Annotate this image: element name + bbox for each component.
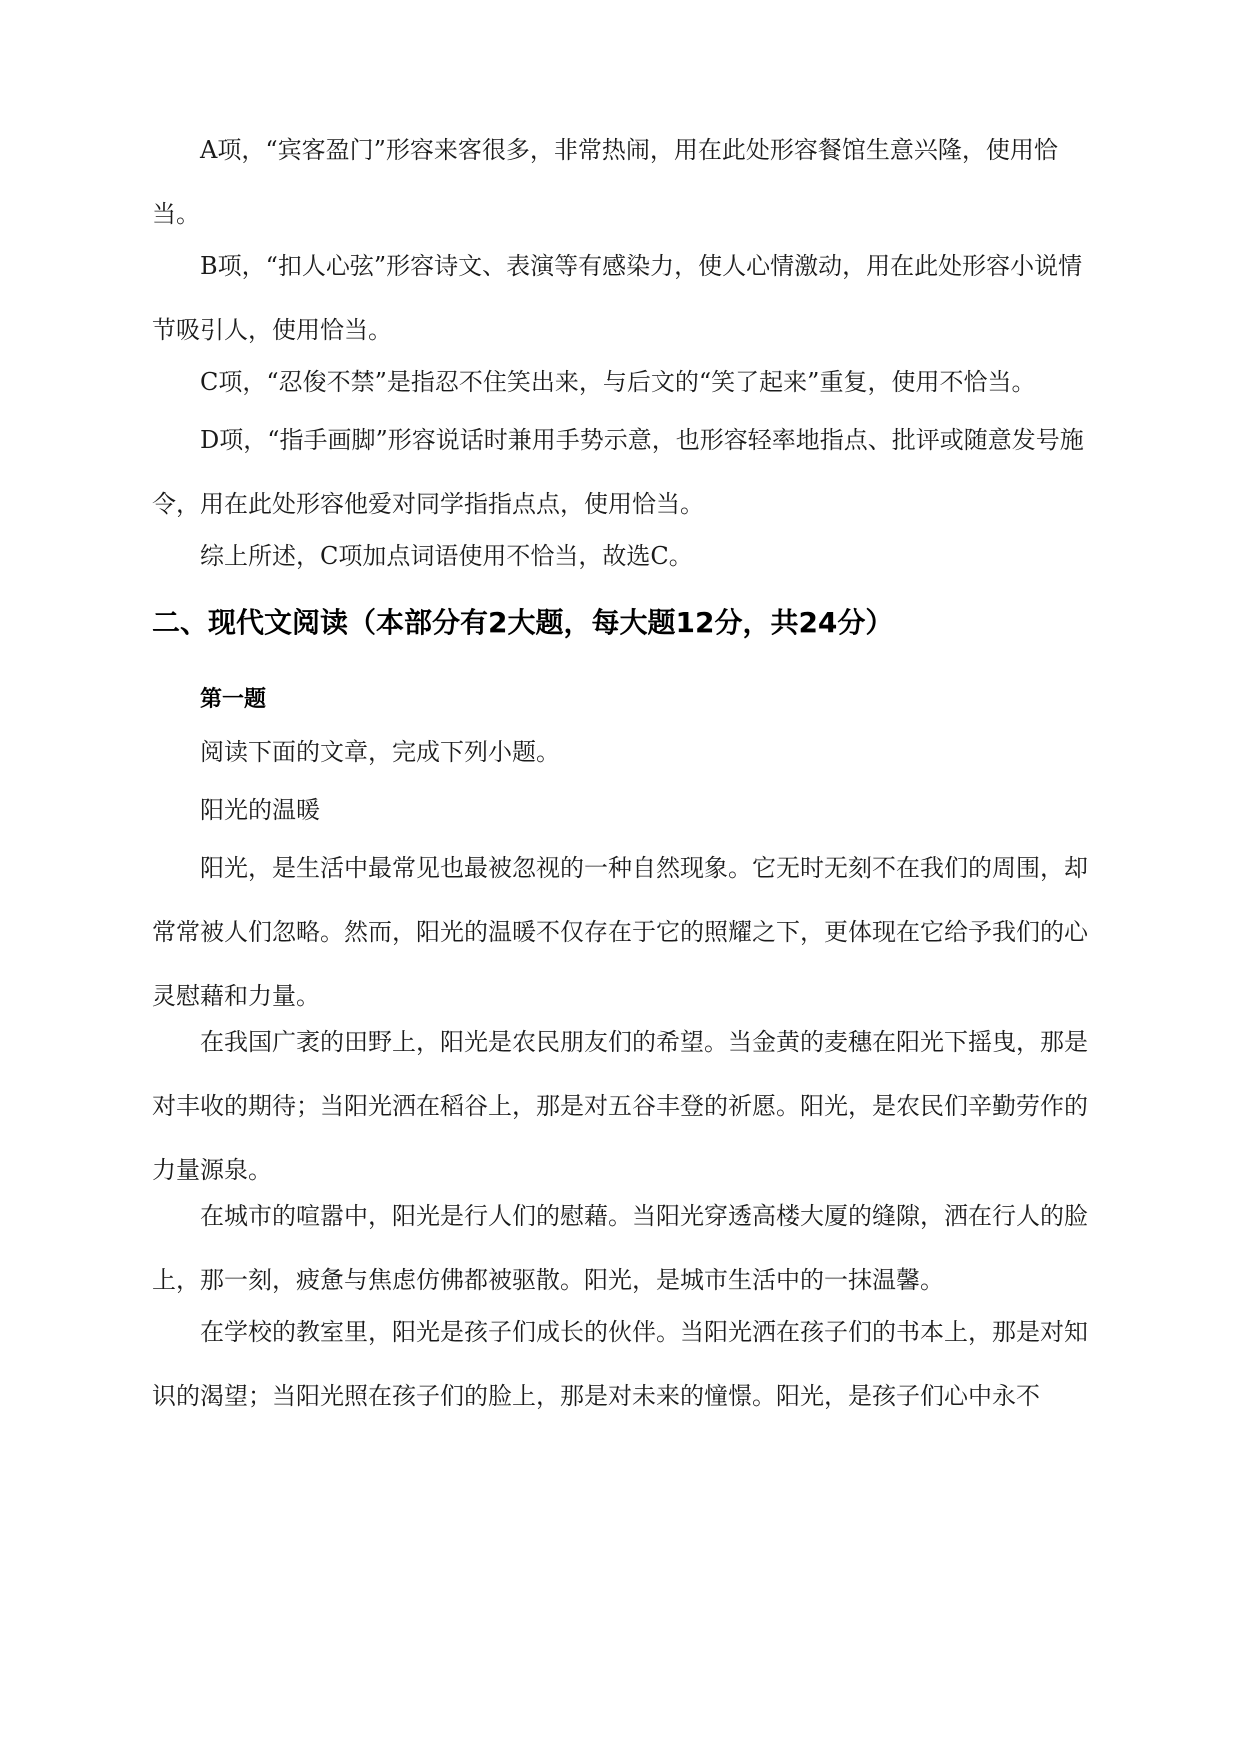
question-instruction: 阅读下面的文章，完成下列小题。 bbox=[200, 738, 560, 766]
analysis-conclusion: 综上所述，C项加点词语使用不恰当，故选C。 bbox=[200, 542, 693, 570]
article-paragraph-3: 在城市的喧嚣中，阳光是行人们的慰藉。当阳光穿透高楼大厦的缝隙，洒在行人的脸上，那一刻，疲惫与焦虑仿佛都被驱散。阳光，是城市生活中的一抹温馨。 bbox=[152, 1202, 1088, 1294]
article-paragraph-1: 阳光，是生活中最常见也最被忽视的一种自然现象。它无时无刻不在我们的周围，却常常被人们忽略。然而，阳光的温暖不仅存在于它的照耀之下，更体现在它给予我们的心灵慰藉和力量。 bbox=[152, 854, 1088, 1010]
article-paragraph-2: 在我国广袤的田野上，阳光是农民朋友们的希望。当金黄的麦穗在阳光下摇曳，那是对丰收的期待；当阳光洒在稻谷上，那是对五谷丰登的祈愿。阳光，是农民们辛勤劳作的力量源泉。 bbox=[152, 1028, 1088, 1184]
analysis-option-d: D项，“指手画脚”形容说话时兼用手势示意，也形容轻率地指点、批评或随意发号施令，用在此处形容他爱对同学指指点点，使用恰当。 bbox=[152, 426, 1084, 518]
section-title: 二、现代文阅读（本部分有2大题，每大题12分，共24分） bbox=[152, 606, 894, 639]
article-title: 阳光的温暖 bbox=[200, 796, 320, 824]
analysis-option-b: B项，“扣人心弦”形容诗文、表演等有感染力，使人心情激动，用在此处形容小说情节吸引人，使用恰当。 bbox=[152, 252, 1083, 344]
article-paragraph-4: 在学校的教室里，阳光是孩子们成长的伙伴。当阳光洒在孩子们的书本上，那是对知识的渴望；当阳光照在孩子们的脸上，那是对未来的憧憬。阳光，是孩子们心中永不 bbox=[152, 1318, 1088, 1410]
analysis-option-a: A项，“宾客盈门”形容来客很多，非常热闹，用在此处形容餐馆生意兴隆，使用恰当。 bbox=[152, 136, 1058, 228]
question-label: 第一题 bbox=[200, 687, 267, 712]
analysis-option-c: C项，“忍俊不禁”是指忍不住笑出来，与后文的“笑了起来”重复，使用不恰当。 bbox=[200, 368, 1036, 396]
